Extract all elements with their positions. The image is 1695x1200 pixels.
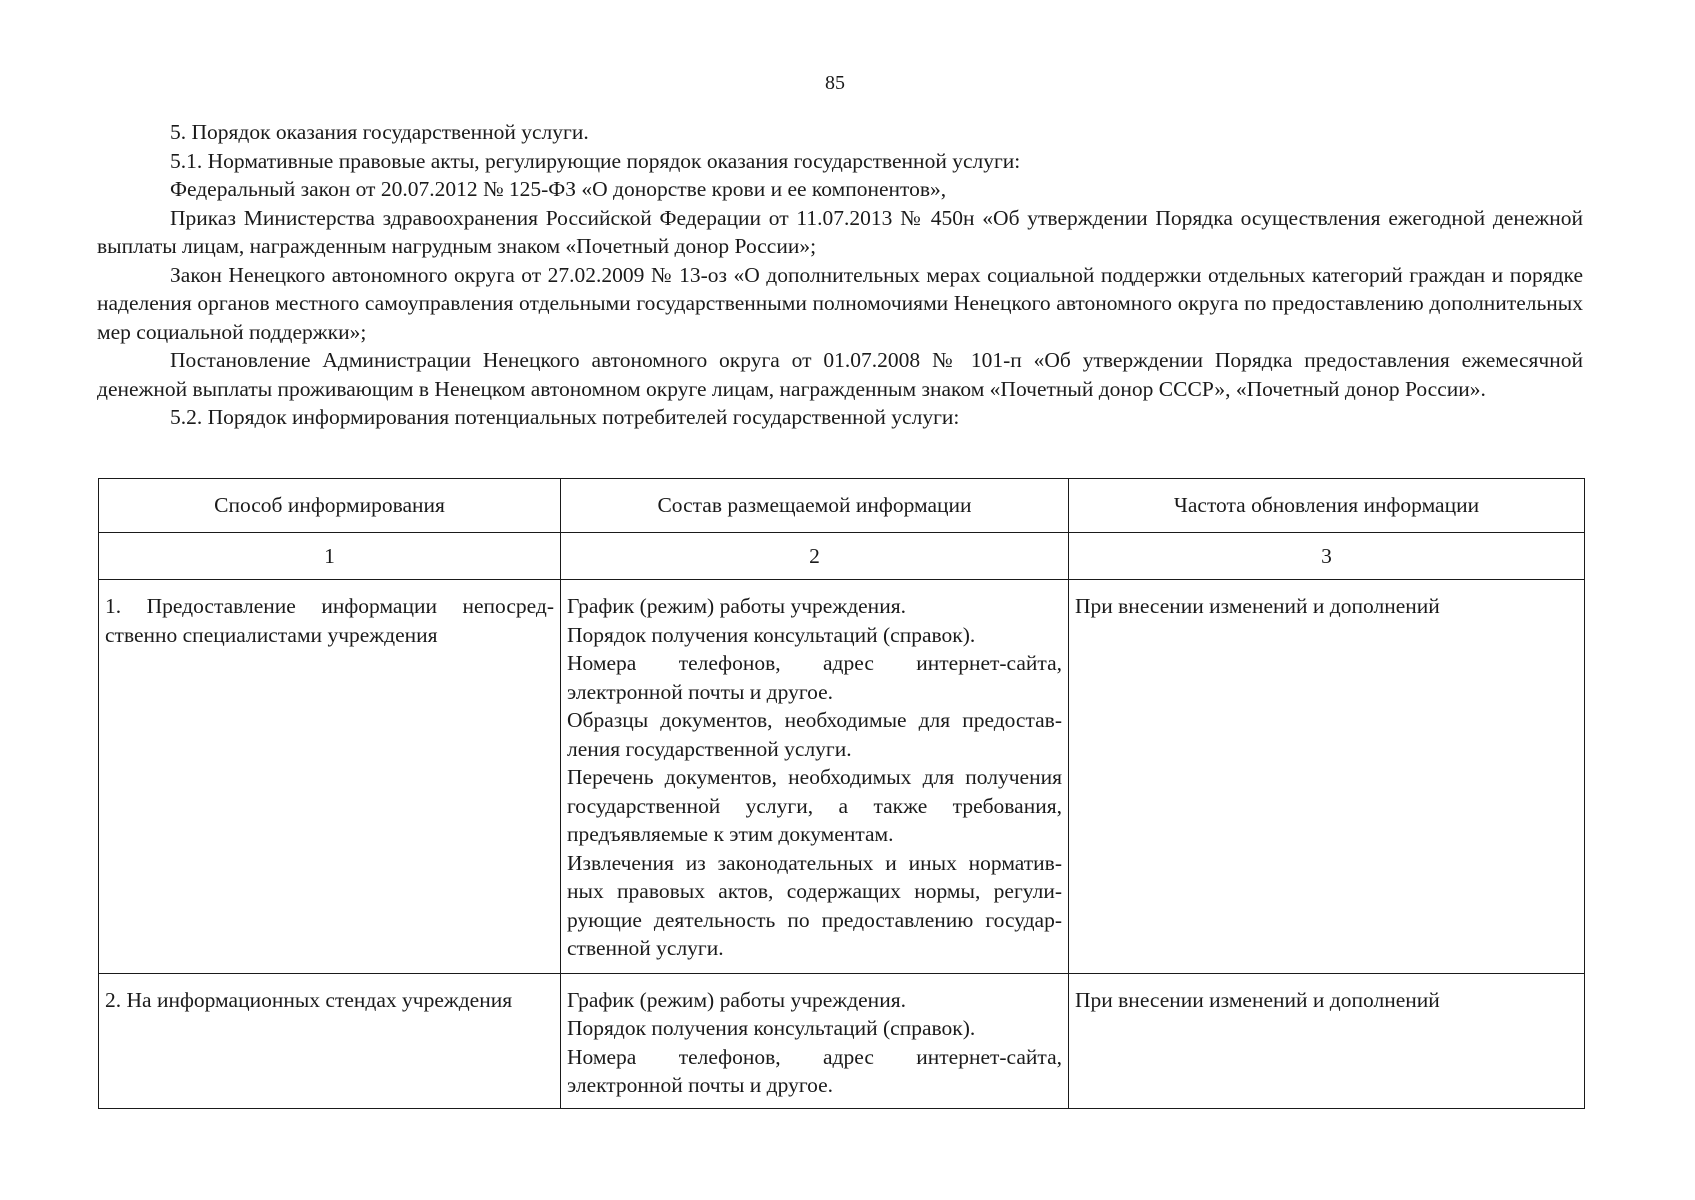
information-table [98, 478, 1585, 1109]
document-body [97, 118, 1583, 432]
column-header-frequency: Частота обновления информации [1069, 479, 1585, 533]
content-item: График (режим) работы учреждения. [567, 594, 906, 618]
frequency-cell: При внесении изменений и дополнений [1069, 973, 1585, 1108]
contents-cell [561, 973, 1069, 1108]
section-heading: 5. Порядок оказания государственной услуги. [170, 120, 589, 144]
column-number: 3 [1069, 533, 1585, 580]
method-cell: 1. Предоставление информации непосред-ственно специалистами учреждения [99, 580, 561, 974]
content-item: Перечень документов, необходимых для получения государственной услуги, а также требования, предъявляемые к этим документам. [567, 765, 1062, 846]
content-item: Образцы документов, необходимые для предостав-ления государственной услуги. [567, 708, 1062, 761]
table-header-row [99, 479, 1585, 533]
legal-act-federal-law: Федеральный закон от 20.07.2012 № 125-ФЗ «О донорстве крови и ее компонентов», [170, 177, 947, 201]
column-header-method: Способ информирования [99, 479, 561, 533]
column-number: 2 [561, 533, 1069, 580]
column-number-row [99, 533, 1585, 580]
content-item: Извлечения из законодательных и иных норматив-ных правовых актов, содержащих нормы, регули-рующие деятельность по предоставлению государ-ственной услуги. [567, 850, 1062, 960]
column-header-contents: Состав размещаемой информации [561, 479, 1069, 533]
content-item: Порядок получения консультаций (справок). [567, 622, 976, 647]
page-number: 85 [825, 72, 845, 94]
subsection-heading: 5.2. Порядок информирования потенциальных потребителей государственной услуги: [170, 405, 960, 429]
column-number: 1 [99, 533, 561, 580]
table-row [99, 973, 1585, 1108]
legal-act-resolution: Постановление Администрации Ненецкого автономного округа от 01.07.2008 № 101-п «Об утверждении Порядка предоставления ежемесячной денежной выплаты проживающим в Ненецком автономном округе лицам, награжденным знаком «Почетный донор СССР», «Почетный донор России». [97, 348, 1583, 401]
subsection-heading: 5.1. Нормативные правовые акты, регулирующие порядок оказания государственной услуги: [170, 148, 1021, 173]
table-row [99, 580, 1585, 974]
legal-act-regional-law: Закон Ненецкого автономного округа от 27.02.2009 № 13-оз «О дополнительных мерах социальной поддержки отдельных категорий граждан и порядке наделения органов местного самоуправления отдельными государственными полномочиями Ненецкого автономного округа по предоставлению дополнительных мер социальной поддержки»; [97, 262, 1583, 344]
contents-cell [561, 580, 1069, 974]
frequency-cell: При внесении изменений и дополнений [1069, 580, 1585, 974]
legal-act-ministry-order: Приказ Министерства здравоохранения Российской Федерации от 11.07.2013 № 450н «Об утверждении Порядка осуществления ежегодной денежной выплаты лицам, награжденным нагрудным знаком «Почетный донор России»; [97, 205, 1583, 258]
method-cell: 2. На информационных стендах учреждения [99, 973, 561, 1108]
content-item: График (режим) работы учреждения. [567, 987, 906, 1012]
content-item: Порядок получения консультаций (справок). [567, 1016, 976, 1040]
content-item: Номера телефонов, адрес интернет-сайта, электронной почты и другое. [567, 1044, 1062, 1097]
content-item: Номера телефонов, адрес интернет-сайта, электронной почты и другое. [567, 651, 1062, 704]
